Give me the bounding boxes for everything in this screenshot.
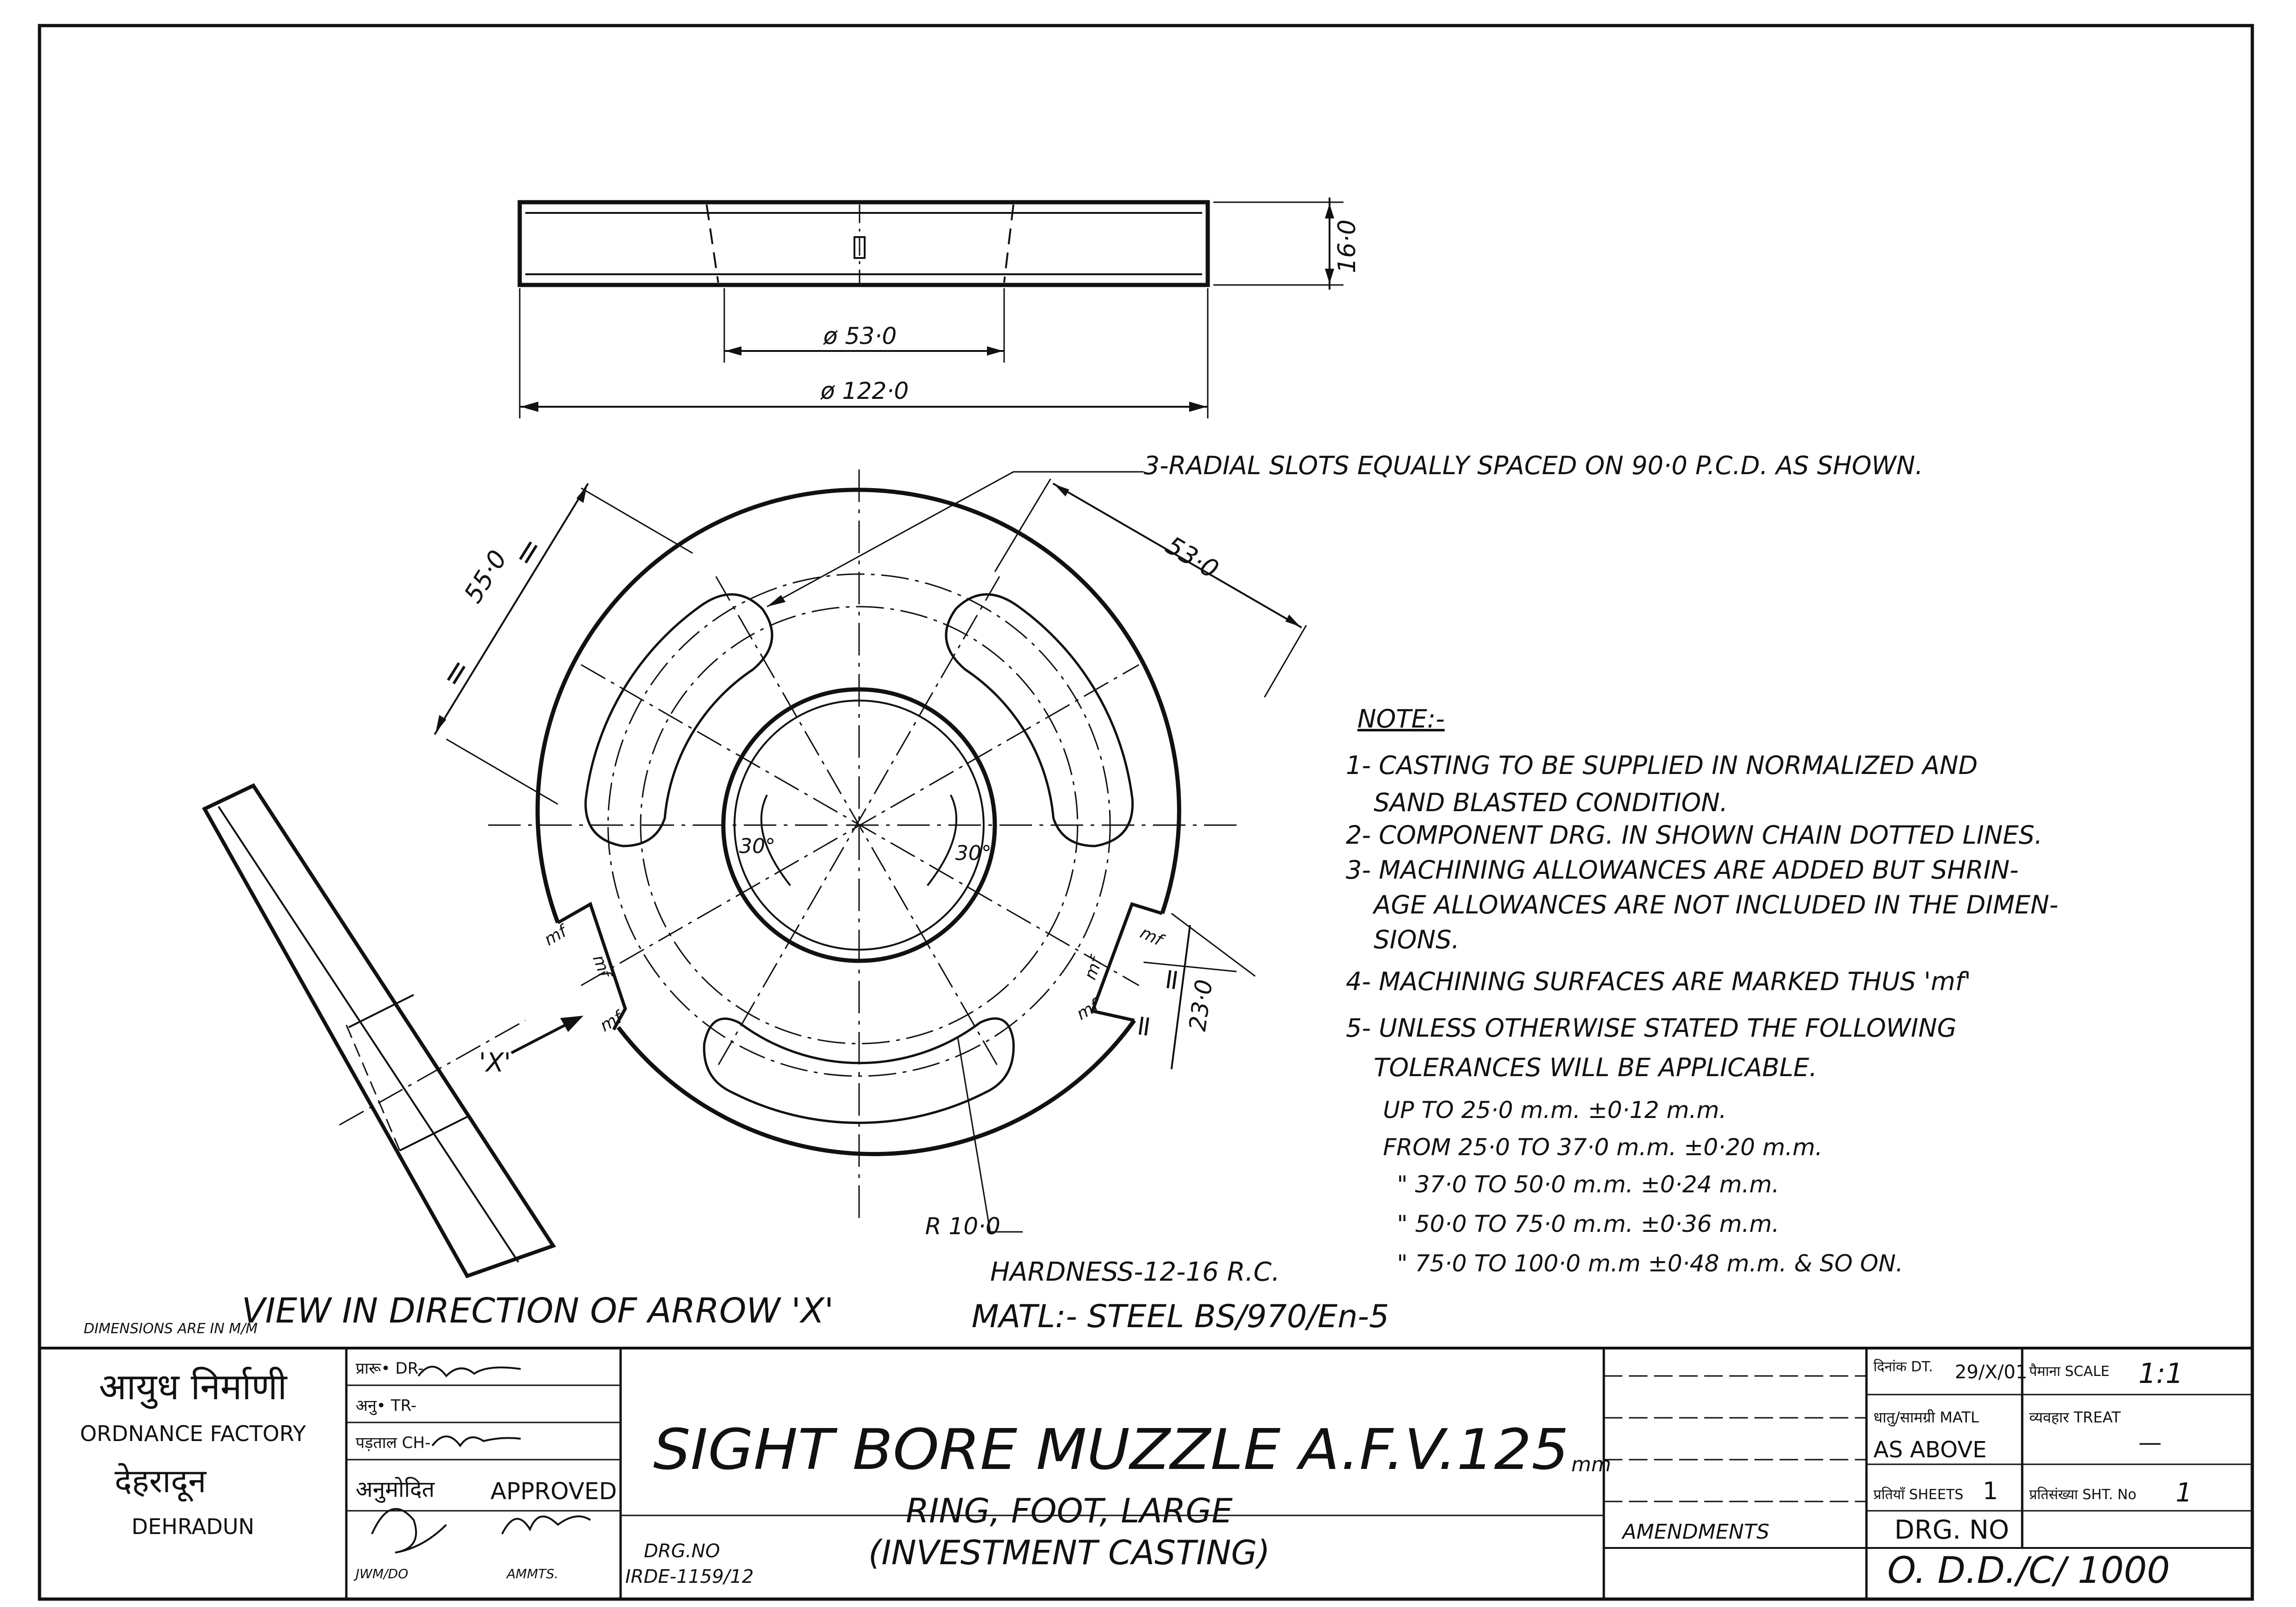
dim-23-equal-upper: = <box>1152 965 1190 994</box>
dim-23: 23·0 <box>1184 978 1218 1033</box>
checked-label: पड़ताल CH- <box>356 1434 431 1452</box>
ref-drg-label: DRG.NO <box>644 1541 720 1562</box>
angle-right: 30° <box>955 841 992 865</box>
dimensions-note: DIMENSIONS ARE IN M/M <box>84 1321 258 1337</box>
angle-left: 30° <box>739 834 775 858</box>
hardness-note: HARDNESS-12-16 R.C. <box>990 1257 1280 1287</box>
dim-outer-122: ø 122·0 <box>820 377 909 404</box>
note-line-12: " 37·0 TO 50·0 m.m. ±0·24 m.m. <box>1397 1171 1780 1198</box>
org-name: ORDNANCE FACTORY <box>79 1421 306 1446</box>
mf-mark-left-2: mf <box>589 952 615 980</box>
mf-mark-right-1: mf <box>1137 923 1165 950</box>
city-name: DEHRADUN <box>131 1514 255 1539</box>
mf-mark-right-2: mf <box>1080 955 1106 983</box>
note-line-2: SAND BLASTED CONDITION. <box>1374 788 1728 817</box>
drawn-label: प्रारू• DR- <box>356 1359 424 1378</box>
note-line-3: 2- COMPONENT DRG. IN SHOWN CHAIN DOTTED LINES. <box>1346 820 2043 850</box>
dim-23-equal-lower: = <box>1124 1012 1162 1040</box>
note-line-4: 3- MACHINING ALLOWANCES ARE ADDED BUT SHRIN- <box>1346 855 2019 885</box>
note-line-11: FROM 25·0 TO 37·0 m.m. ±0·20 m.m. <box>1383 1134 1823 1161</box>
dim-53: 53·0 <box>1160 530 1224 585</box>
treat-value: — <box>2138 1429 2162 1456</box>
slot-callout: 3-RADIAL SLOTS EQUALLY SPACED ON 90·0 P.C.D. AS SHOWN. <box>1144 451 1923 480</box>
dim-55-equal-lower: = <box>432 651 479 694</box>
scale-value: 1:1 <box>2138 1357 2184 1390</box>
note-line-13: " 50·0 TO 75·0 m.m. ±0·36 m.m. <box>1397 1210 1780 1237</box>
date-label: दिनांक DT. <box>1873 1359 1933 1375</box>
date-value: 29/X/01 <box>1955 1362 2028 1383</box>
drawing-title: SIGHT BORE MUZZLE A.F.V.125 <box>653 1418 1569 1482</box>
matl-label: धातु/सामग्री MATL <box>1873 1409 1979 1426</box>
note-line-8: 5- UNLESS OTHERWISE STATED THE FOLLOWING <box>1346 1013 1957 1043</box>
note-line-9: TOLERANCES WILL BE APPLICABLE. <box>1374 1053 1817 1082</box>
approved-hindi: अनुमोदित <box>356 1476 435 1502</box>
sheets-value: 1 <box>1983 1477 1998 1505</box>
sht-label: प्रतिसंख्या SHT. No <box>2029 1487 2137 1503</box>
mf-mark-left-3: mf <box>597 1008 626 1036</box>
radius-label: R 10·0 <box>925 1213 1000 1240</box>
jwm-label: JWM/DO <box>356 1566 409 1581</box>
note-line-7: 4- MACHINING SURFACES ARE MARKED THUS 'mf' <box>1346 967 1971 996</box>
drawing-title-unit: mm <box>1571 1453 1611 1476</box>
material-note: MATL:- STEEL BS/970/En-5 <box>972 1298 1390 1335</box>
dim-height-16: 16·0 <box>1333 219 1361 273</box>
dim-55: 55·0 <box>458 545 513 608</box>
sht-value: 1 <box>2176 1478 2192 1508</box>
mf-mark-right-3: mf <box>1073 996 1102 1024</box>
dim-bore-53: ø 53·0 <box>823 323 897 350</box>
side-view-caption: VIEW IN DIRECTION OF ARROW 'X' <box>242 1291 834 1331</box>
note-line-5: AGE ALLOWANCES ARE NOT INCLUDED IN THE DIMEN- <box>1374 890 2058 919</box>
traced-label: अनु• TR- <box>356 1396 417 1415</box>
drawing-subtitle-2: (INVESTMENT CASTING) <box>868 1533 1270 1572</box>
approved-label: APPROVED <box>490 1478 617 1505</box>
note-line-1: 1- CASTING TO BE SUPPLIED IN NORMALIZED AND <box>1346 751 1978 780</box>
ref-drg-number: IRDE-1159/12 <box>625 1566 754 1587</box>
sheets-label: प्रतियाँ SHEETS <box>1873 1487 1964 1503</box>
treat-label: व्यवहार TREAT <box>2029 1409 2121 1426</box>
dim-55-equal-upper: = <box>504 530 551 574</box>
note-line-14: " 75·0 TO 100·0 m.m ±0·48 m.m. & SO ON. <box>1397 1250 1903 1277</box>
note-line-6: SIONS. <box>1374 925 1460 954</box>
org-hindi: आयुध निर्माणी <box>99 1366 287 1408</box>
notes-heading: NOTE:- <box>1357 704 1445 734</box>
scale-label: पैमाना SCALE <box>2029 1363 2110 1380</box>
drg-no-value: O. D.D./C/ 1000 <box>1887 1550 2170 1592</box>
matl-value: AS ABOVE <box>1873 1437 1987 1463</box>
mf-mark-left-1: mf <box>541 922 570 950</box>
arrow-x-label: 'X' <box>479 1048 511 1078</box>
city-hindi: देहरादून <box>114 1462 206 1500</box>
amendments-label: AMENDMENTS <box>1622 1520 1770 1544</box>
note-line-10: UP TO 25·0 m.m. ±0·12 m.m. <box>1383 1097 1727 1124</box>
ammts-label: AMMTS. <box>507 1566 559 1581</box>
drg-no-label: DRG. NO <box>1894 1515 2009 1545</box>
drawing-subtitle: RING, FOOT, LARGE <box>906 1491 1233 1530</box>
